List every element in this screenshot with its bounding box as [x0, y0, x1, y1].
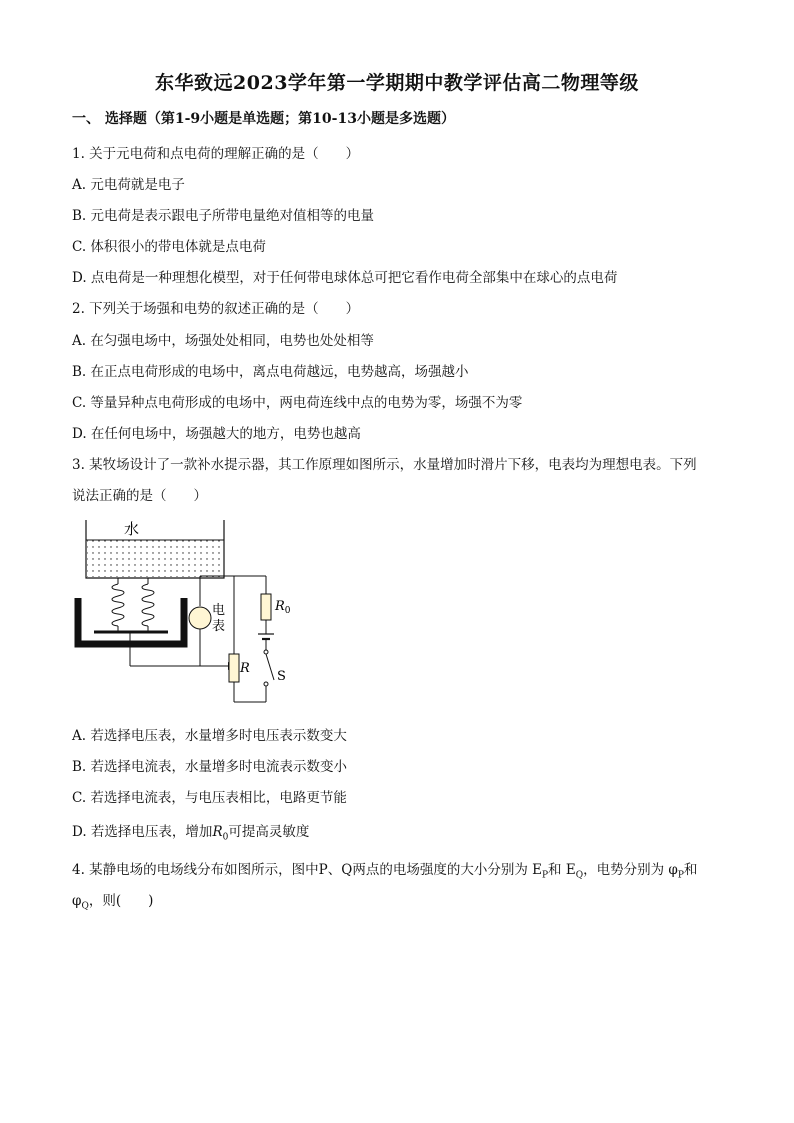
- question-3-option-d: D. 若选择电压表，增加$R_0$可提高灵敏度: [72, 824, 310, 843]
- question-1-option-b: B. 元电荷是表示跟电子所带电量绝对值相等的电量: [72, 208, 375, 224]
- question-4-stem-line-1: 4. 某静电场的电场线分布如图所示，图中P、Q两点的电场强度的大小分别为 $E_P$和 $E_Q$，电势分别为 $\varphi_P$和: [72, 862, 698, 881]
- water-label: 水: [124, 520, 140, 538]
- page-title: 东华致远2023学年第一学期期中教学评估高二物理等级: [155, 72, 639, 94]
- question-4-stem-line-2: $\varphi_Q$，则( ): [72, 893, 154, 912]
- question-2-option-c: C. 等量异种点电荷形成的电场中，两电荷连线中点的电势为零，场强不为零: [72, 395, 523, 411]
- r-label: R: [240, 661, 250, 676]
- question-3-option-b: B. 若选择电流表，水量增多时电流表示数变小: [72, 759, 348, 775]
- question-3-stem-line-1: 3. 某牧场设计了一款补水提示器，其工作原理如图所示，水量增加时滑片下移，电表均为理想电表。下列: [72, 457, 697, 473]
- question-1-option-a: A. 元电荷就是电子: [72, 177, 185, 193]
- question-3-option-a: A. 若选择电压表，水量增多时电压表示数变大: [72, 728, 347, 744]
- switch-label: S: [277, 669, 286, 684]
- question-2-stem: 2. 下列关于场强和电势的叙述正确的是（ ）: [72, 301, 360, 317]
- r0-label: $R_0$: [275, 599, 291, 616]
- question-3-option-c: C. 若选择电流表，与电压表相比，电路更节能: [72, 790, 347, 806]
- meter-label-1: 电: [212, 603, 226, 618]
- question-2-option-b: B. 在正点电荷形成的电场中，离点电荷越远，电势越高，场强越小: [72, 364, 469, 380]
- meter-label-2: 表: [212, 619, 226, 634]
- circuit-diagram: [72, 514, 312, 710]
- question-1-option-d: D. 点电荷是一种理想化模型，对于任何带电球体总可把它看作电荷全部集中在球心的点电荷: [72, 270, 618, 286]
- question-3-stem-line-2: 说法正确的是（ ）: [72, 488, 207, 504]
- switch-s: [266, 654, 274, 680]
- question-1-stem: 1. 关于元电荷和点电荷的理解正确的是（ ）: [72, 146, 360, 162]
- section-heading: 一、 选择题（第1-9小题是单选题；第10-13小题是多选题）: [72, 111, 455, 127]
- question-2-option-d: D. 在任何电场中，场强越大的地方，电势也越高: [72, 426, 361, 442]
- question-2-option-a: A. 在匀强电场中，场强处处相同，电势也处处相等: [72, 333, 374, 349]
- question-1-option-c: C. 体积很小的带电体就是点电荷: [72, 239, 266, 255]
